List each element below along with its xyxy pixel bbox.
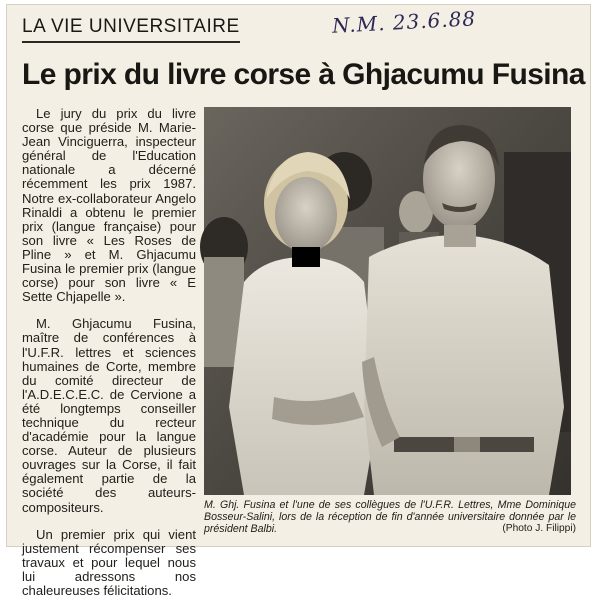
handwritten-date-note: N.M. 23.6.88 [331, 6, 477, 38]
article-photo [204, 107, 571, 495]
paragraph-3: Un premier prix qui vient justement récompenser ses travaux et pour lequel nous lui adressons nos chaleureuses félicitations. [22, 526, 196, 598]
article-body [22, 107, 196, 611]
photo-caption [204, 499, 576, 536]
paragraph-1: Le jury du prix du livre corse que préside M. Marie-Jean Vinciguerra, inspecteur général de l'Education nationale a décerné récemment les prix 1987. Notre ex-collaborateur Angelo Rinaldi a obtenu le premier prix (langue française) pour son livre « Les Roses de Pline » et M. Ghjacumu Fusina le premier prix (langue corse) pour son livre « E Sette Chjapelle ». [22, 106, 196, 305]
caption-text: M. Ghj. Fusina et l'une de ses collègues de l'U.F.R. Lettres, Mme Dominique Bosseur-Salini, lors de la réception de fin d'année universitaire donnée par le président Balbi. [204, 499, 576, 536]
section-heading: LA VIE UNIVERSITAIRE [22, 16, 240, 43]
newspaper-clipping [6, 4, 591, 598]
photo-credit: (Photo J. Filippi) [502, 523, 576, 535]
article-headline: Le prix du livre corse à Ghjacumu Fusina [22, 58, 585, 91]
paragraph-2: M. Ghjacumu Fusina, maître de conférences à l'U.F.R. lettres et sciences humaines de Corte, membre du comité directeur de l'A.D.E.C.E.C. de Cervione a été longtemps conseiller technique du recteur d'académie pour la langue corse. Auteur de plusieurs ouvrages sur la Corse, il fait également partie de la société des auteurs-compositeurs. [22, 316, 196, 515]
photo-illustration [204, 107, 571, 495]
